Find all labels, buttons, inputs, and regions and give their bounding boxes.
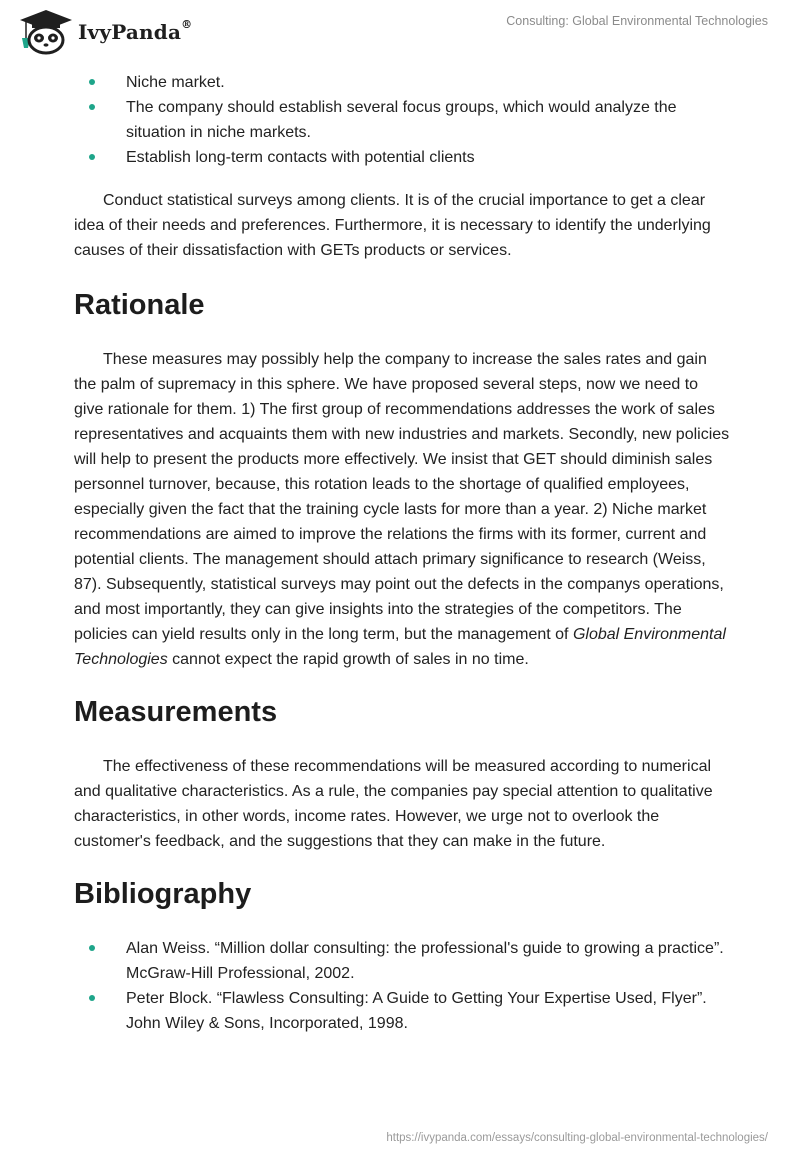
essay-body — [74, 70, 730, 1036]
page-header — [0, 0, 800, 62]
ivypanda-logo[interactable] — [14, 8, 194, 54]
measurements-heading: Measurements — [74, 696, 278, 728]
bullet-icon — [89, 995, 95, 1001]
source-url[interactable]: https://ivypanda.com/essays/consulting-global-environmental-technologies/ — [386, 1132, 768, 1144]
bibliography-item: Peter Block. “Flawless Consulting: A Guide to Getting Your Expertise Used, Flyer”. John Wiley & Sons, Incorporated, 1998. — [74, 986, 730, 1036]
list-item: The company should establish several focus groups, which would analyze the situation in niche markets. — [74, 95, 730, 145]
rationale-heading: Rationale — [74, 289, 205, 321]
bibliography-heading: Bibliography — [74, 878, 252, 910]
bullet-icon — [89, 104, 95, 110]
bullet-icon — [89, 79, 95, 85]
panda-mortarboard-icon — [14, 8, 74, 56]
document-title: Consulting: Global Environmental Technologies — [506, 14, 768, 28]
list-item: Establish long-term contacts with potential clients — [74, 145, 730, 170]
list-item: Niche market. — [74, 70, 730, 95]
recommendation-list — [74, 70, 730, 170]
bibliography-item: Alan Weiss. “Million dollar consulting: the professional's guide to growing a practice”. McGraw-Hill Professional, 2002. — [74, 936, 730, 986]
rationale-paragraph: These measures may possibly help the company to increase the sales rates and gain the palm of supremacy in this sphere. We have proposed several steps, now we need to give rationale for them. 1) The first group of recommendations addresses the work of sales representatives and acquaints them with new industries and markets. Secondly, new policies will help to present the products more effectively. We insist that GET should diminish sales personnel turnover, because, this rotation leads to the shortage of qualified employees, especially given the fact that the training cycle lasts for more than a year. 2) Niche market recommendations are aimed to improve the relations the firms with its former, current and potential clients. The management should attach primary significance to research (Weiss, 87). Subsequently, statistical surveys may point out the defects in the companys operations, and most importantly, they can give insights into the strategies of the competitors. The policies can yield results only in the long term, but the management of Global Environmental Technologies cannot expect the rapid growth of sales in no time. — [74, 351, 730, 668]
bullet-icon — [89, 154, 95, 160]
intro-paragraph: Conduct statistical surveys among clients. It is of the crucial importance to get a clear idea of their needs and preferences. Furthermore, it is necessary to identify the underlying causes of their dissatisfaction with GETs products or services. — [74, 192, 711, 259]
bullet-icon — [89, 945, 95, 951]
company-name: Global Environmental Technologies — [74, 626, 726, 668]
brand-name: IvyPanda® — [78, 18, 193, 44]
measurements-paragraph: The effectiveness of these recommendations will be measured according to numerical and qualitative characteristics. As a rule, the companies pay special attention to qualitative characteristics, in other words, income rates. However, we urge not to overlook the customer's feedback, and the suggestions that they can make in the future. — [74, 758, 713, 850]
bibliography-list — [74, 936, 730, 1036]
